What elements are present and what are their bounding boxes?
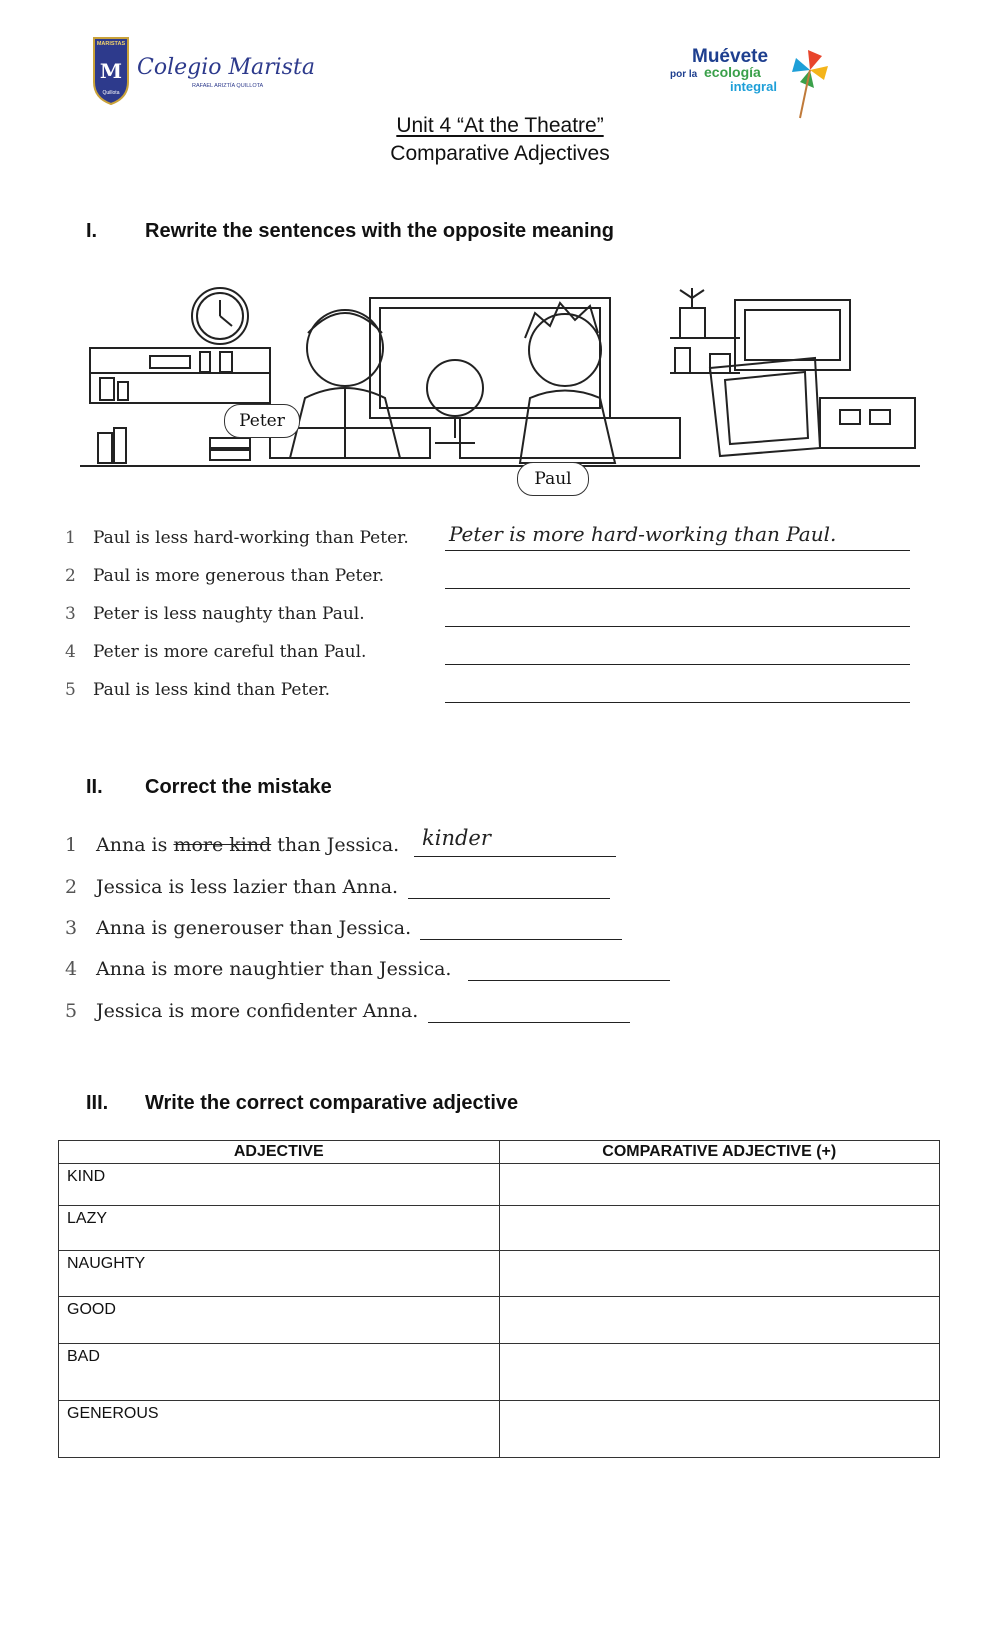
worksheet-title: Unit 4 “At the Theatre” — [396, 114, 604, 137]
item-sentence: Paul is less kind than Peter. — [93, 680, 331, 700]
item-sentence: Jessica is more confidenter Anna. — [96, 1000, 419, 1022]
worksheet-subtitle: Comparative Adjectives — [390, 142, 610, 165]
answer-line[interactable] — [445, 550, 910, 551]
comparative-answer-cell[interactable] — [499, 1251, 940, 1297]
item-sentence: Paul is less hard-working than Peter. — [93, 528, 409, 548]
table-row — [59, 1344, 940, 1401]
section1-heading: Rewrite the sentences with the opposite meaning — [145, 220, 614, 242]
answer-line[interactable] — [468, 980, 670, 981]
school-sub: RAFAEL ARIZTÍA QUILLOTA — [192, 83, 264, 89]
comparative-answer-cell[interactable] — [499, 1206, 940, 1251]
answer-line[interactable] — [445, 664, 910, 665]
table-row — [59, 1297, 940, 1344]
item-answer: kinder — [422, 826, 491, 850]
colegio-marista-logo — [92, 34, 315, 104]
eco-line3: integral — [730, 79, 777, 94]
table-row — [59, 1401, 940, 1458]
item-number: 4 — [65, 642, 76, 662]
adjective-cell: LAZY — [59, 1206, 500, 1251]
item-sentence: Paul is more generous than Peter. — [93, 566, 385, 586]
eco-line2b: ecología — [704, 64, 761, 80]
item-number: 3 — [65, 917, 78, 939]
item-sentence: Peter is more careful than Paul. — [93, 642, 367, 662]
crossed-out-words: more kind — [173, 834, 272, 856]
answer-line[interactable] — [445, 588, 910, 589]
item-sentence: Jessica is less lazier than Anna. — [96, 876, 399, 898]
item-sentence: Anna is more naughtier than Jessica. — [96, 958, 452, 980]
item-number: 5 — [65, 1000, 78, 1022]
classroom-illustration — [80, 288, 920, 506]
table-row — [59, 1251, 940, 1297]
badge-small: Quillota — [102, 90, 120, 96]
muevete-ecologia-logo — [670, 38, 845, 120]
answer-line[interactable] — [428, 1022, 630, 1023]
table-row — [59, 1164, 940, 1206]
adjective-cell: NAUGHTY — [59, 1251, 500, 1297]
section2-heading: Correct the mistake — [145, 776, 332, 798]
answer-line[interactable] — [414, 856, 616, 857]
item-number: 2 — [65, 876, 78, 898]
item-number: 4 — [65, 958, 78, 980]
table-row — [59, 1206, 940, 1251]
label-peter: Peter — [224, 404, 300, 438]
comparative-answer-cell[interactable] — [499, 1344, 940, 1401]
comparative-answer-cell[interactable] — [499, 1401, 940, 1458]
comparative-answer-cell[interactable] — [499, 1164, 940, 1206]
comparative-answer-cell[interactable] — [499, 1297, 940, 1344]
school-name: Colegio Marista — [137, 55, 315, 80]
adjective-cell: GENEROUS — [59, 1401, 500, 1458]
column-header-adjective: ADJECTIVE — [59, 1141, 500, 1164]
item-number: 2 — [65, 566, 76, 586]
item-sentence: Anna is generouser than Jessica. — [96, 917, 412, 939]
badge-text: MARISTAS — [96, 41, 126, 47]
answer-line[interactable] — [408, 898, 610, 899]
label-paul: Paul — [517, 462, 589, 496]
answer-line[interactable] — [445, 702, 910, 703]
column-header-comparative: COMPARATIVE ADJECTIVE (+) — [499, 1141, 940, 1164]
item-sentence: Peter is less naughty than Paul. — [93, 604, 365, 624]
table-header-row — [59, 1141, 940, 1164]
section2-number: II. — [86, 776, 103, 798]
adjective-cell: GOOD — [59, 1297, 500, 1344]
item-number: 1 — [65, 834, 78, 856]
item-number: 1 — [65, 528, 76, 548]
pinwheel-icon — [792, 50, 828, 118]
answer-line[interactable] — [445, 626, 910, 627]
comparative-table — [58, 1140, 940, 1458]
item-sentence: Anna is more kind than Jessica. — [96, 834, 400, 856]
eco-line1: Muévete — [692, 46, 769, 67]
adjective-cell: KIND — [59, 1164, 500, 1206]
svg-text:M: M — [99, 59, 123, 83]
item-answer: Peter is more hard-working than Paul. — [449, 522, 837, 546]
section1-number: I. — [86, 220, 98, 242]
item-number: 5 — [65, 680, 76, 700]
section3-heading: Write the correct comparative adjective — [145, 1092, 519, 1114]
eco-line2a: por la — [670, 69, 698, 80]
adjective-cell: BAD — [59, 1344, 500, 1401]
section3-number: III. — [86, 1092, 109, 1114]
item-number: 3 — [65, 604, 76, 624]
answer-line[interactable] — [420, 939, 622, 940]
